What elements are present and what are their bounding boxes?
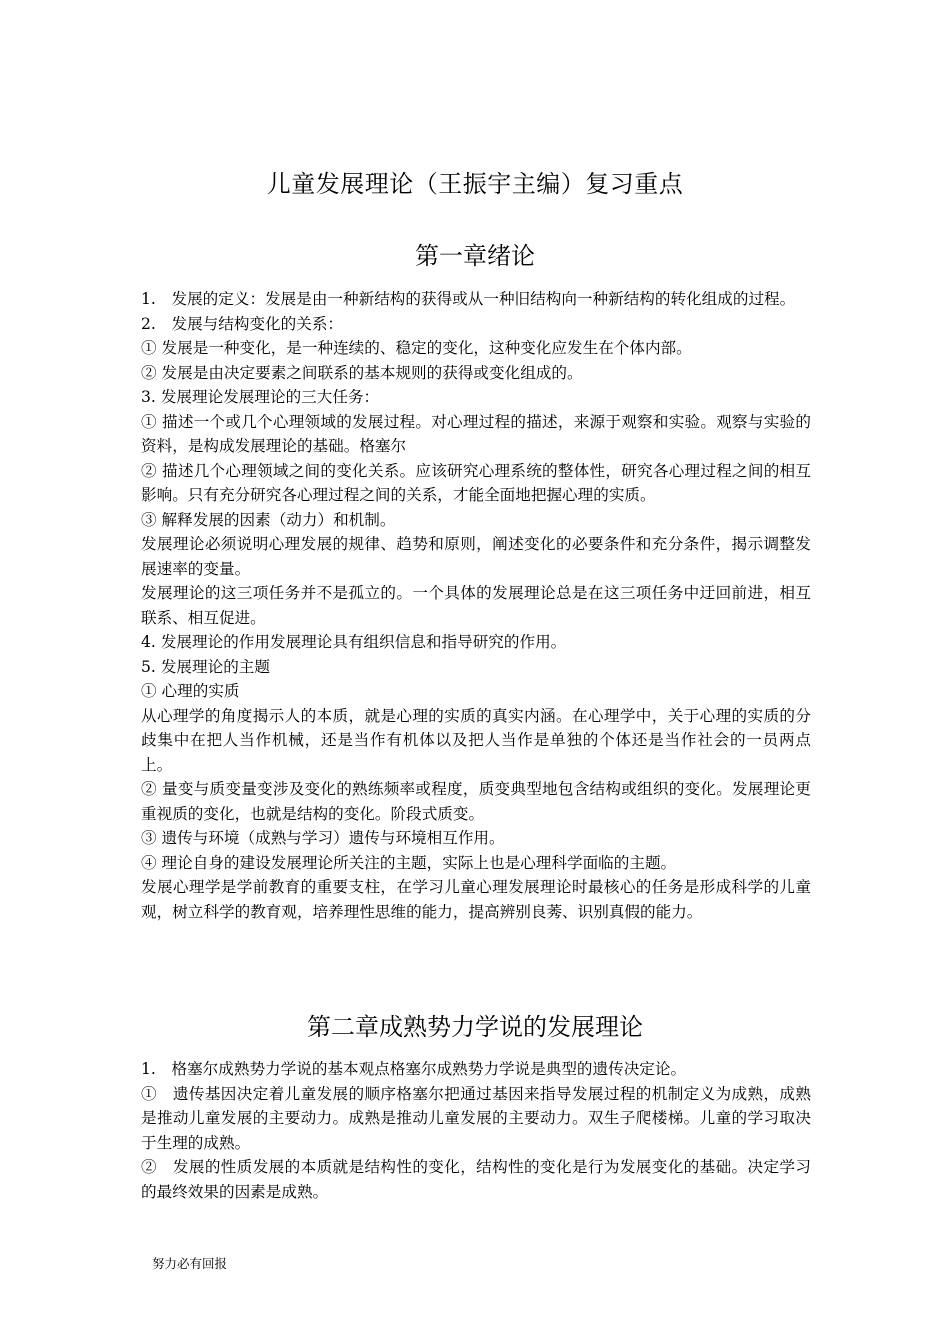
paragraph: ① 心理的实质: [141, 682, 240, 700]
paragraph: ① 描述一个或几个心理领域的发展过程。对心理过程的描述，来源于观察和实验。观察与实验的资料，是构成发展理论的基础。格塞尔: [141, 412, 811, 455]
paragraph: ③ 遗传与环境（成熟与学习）遗传与环境相互作用。: [141, 829, 505, 847]
paragraph: 2. 发展与结构变化的关系：: [141, 314, 344, 333]
paragraph: 5. 发展理论的主题: [141, 657, 270, 676]
paragraph: ③ 解释发展的因素（动力）和机制。: [141, 510, 396, 529]
paragraph: 发展理论的这三项任务并不是孤立的。一个具体的发展理论总是在这三项任务中迂回前进，相互联系、相互促进。: [141, 584, 811, 627]
paragraph: 3. 发展理论发展理论的三大任务：: [141, 388, 380, 406]
chapter-1-heading: 第一章绪论: [415, 242, 535, 270]
chapter-2-body: [141, 1057, 811, 1204]
paragraph: ① 发展是一种变化，是一种连续的、稳定的变化，这种变化应发生在个体内部。: [141, 339, 692, 357]
paragraph: 从心理学的角度揭示人的本质，就是心理的实质的真实内涵。在心理学中，关于心理的实质的分歧集中在把人当作机械，还是当作有机体以及把人当作是单独的个体还是当作社会的一员两点上。: [141, 706, 811, 774]
paragraph: ④ 理论自身的建设发展理论所关注的主题，实际上也是心理科学面临的主题。: [141, 853, 677, 872]
chapter-2-heading: 第二章成熟势力学说的发展理论: [307, 1013, 643, 1041]
paragraph: ① 遗传基因决定着儿童发展的顺序格塞尔把通过基因来指导发展过程的机制定义为成熟，成熟是推动儿童发展的主要动力。成熟是推动儿童发展的主要动力。双生子爬楼梯。儿童的学习取决于生理的成熟。: [141, 1084, 811, 1152]
paragraph: 4. 发展理论的作用发展理论具有组织信息和指导研究的作用。: [141, 633, 567, 651]
paragraph: ② 量变与质变量变涉及变化的熟练频率或程度，质变典型地包含结构或组织的变化。发展理论更重视质的变化，也就是结构的变化。阶段式质变。: [141, 780, 811, 823]
paragraph: 发展心理学是学前教育的重要支柱，在学习儿童心理发展理论时最核心的任务是形成科学的儿童观，树立科学的教育观，培养理性思维的能力，提高辨别良莠、识别真假的能力。: [141, 878, 811, 921]
chapter-1-body: [141, 287, 811, 924]
paragraph: 1. 发展的定义：发展是由一种新结构的获得或从一种旧结构向一种新结构的转化组成的过程。: [141, 290, 796, 308]
paragraph: ② 描述几个心理领域之间的变化关系。应该研究心理系统的整体性，研究各心理过程之间的相互影响。只有充分研究各心理过程之间的关系，才能全面地把握心理的实质。: [141, 461, 811, 504]
paragraph: ② 发展是由决定要素之间联系的基本规则的获得或变化组成的。: [141, 363, 583, 382]
paragraph: ② 发展的性质发展的本质就是结构性的变化，结构性的变化是行为发展变化的基础。决定学习的最终效果的因素是成熟。: [141, 1158, 811, 1201]
document-title: 儿童发展理论（王振宇主编）复习重点: [266, 170, 684, 198]
paragraph: 1. 格塞尔成熟势力学说的基本观点格塞尔成熟势力学说是典型的遗传决定论。: [141, 1060, 687, 1078]
paragraph: 发展理论必须说明心理发展的规律、趋势和原则，阐述变化的必要条件和充分条件，揭示调整发展速率的变量。: [141, 535, 811, 578]
footer-note: 努力必有回报: [152, 1256, 228, 1271]
